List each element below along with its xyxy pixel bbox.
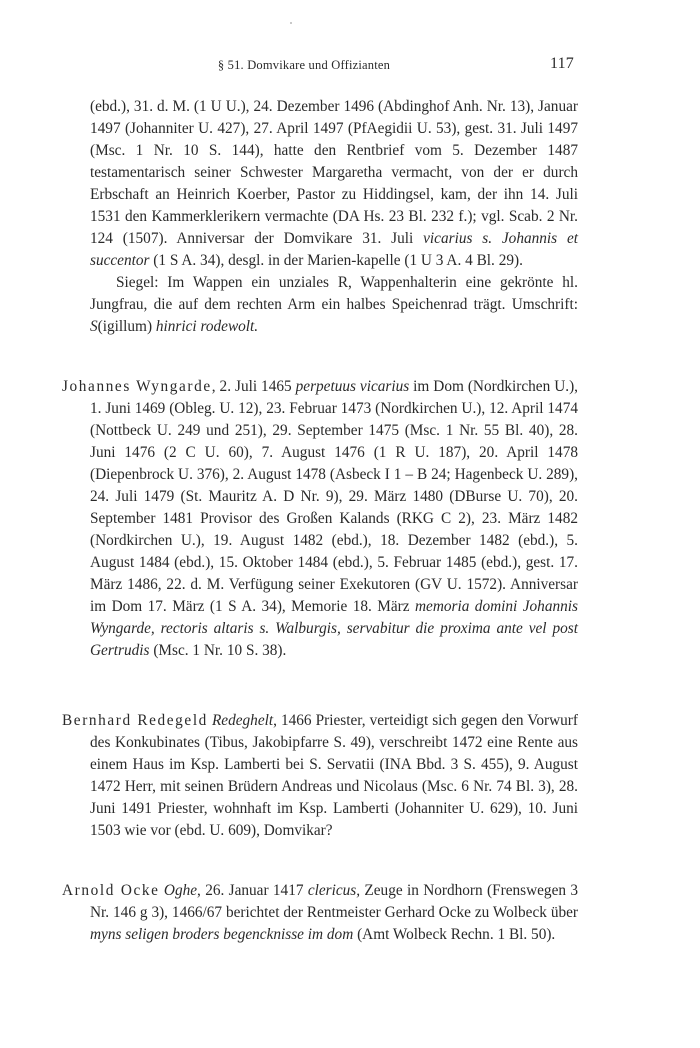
scan-speck [290,22,292,24]
entry-name: Arnold Ocke [62,882,160,899]
entry-continuation [62,96,578,338]
entry-bernhard-redegeld: Bernhard Redegeld Redeghelt, 1466 Priester, verteidigt sich gegen den Vorwurf des Konkubinates (Tibus, Jakobipfarre S. 49), verschreibt 1472 eine Rente aus einem Haus im Ksp. Lamberti bei S. Servatii (INA Bbd. 3 S. 455), 9. August 1472 Herr, mit seinen Brüdern Andreas und Nicolaus (Msc. 6 Nr. 74 Bl. 3), 28. Juni 1491 Priester, wohnhaft im Ksp. Lamberti (Johanniter U. 629), 10. Juni 1503 wie vor (ebd. U. 609), Domvikar? [62,712,578,839]
entry-name: Bernhard Redegeld [62,712,208,729]
seal-description: Siegel: Im Wappen ein unziales R, Wappenhalterin eine gekrönte hl. Jungfrau, die auf dem rechten Arm ein halbes Speichenrad trägt. Umschrift: S(igillum) hinrici rodewolt. [90,274,578,335]
entry-arnold-ocke: Arnold Ocke Oghe, 26. Januar 1417 clericus, Zeuge in Nordhorn (Frenswegen 3 Nr. 146 g 3), 1466/67 berichtet der Rentmeister Gerhard Ocke zu Wolbeck über myns seligen broders begencknisse im dom (Amt Wolbeck Rechn. 1 Bl. 50). [62,882,578,943]
entry-johannes-wyngarde: Johannes Wyngarde, 2. Juli 1465 perpetuus vicarius im Dom (Nordkirchen U.), 1. Juni 1469 (Obleg. U. 12), 23. Februar 1473 (Nordkirchen U.), 12. April 1474 (Nottbeck U. 249 und 251), 29. September 1475 (Msc. 1 Nr. 55 Bl. 40), 28. Juni 1476 (2 C U. 60), 7. August 1476 (1 R U. 187), 20. April 1478 (Diepenbrock U. 376), 2. August 1478 (Asbeck I 1 – B 24; Hagenbeck U. 289), 24. Juli 1479 (St. Mauritz A. D Nr. 9), 29. März 1480 (DBurse U. 70), 20. September 1481 Provisor des Großen Kalands (RKG C 2), 23. März 1482 (Nordkirchen U.), 19. August 1482 (ebd.), 18. Dezember 1482 (ebd.), 5. August 1484 (ebd.), 15. Oktober 1484 (ebd.), 5. Februar 1485 (ebd.), gest. 17. März 1486, 22. d. M. Verfügung seiner Exekutoren (GV U. 1572). Anniversar im Dom 17. März (1 S A. 34), Memorie 18. März memoria domini Johannis Wyngarde, rectoris altaris s. Walburgis, servabitur die proxima ante vel post Gertrudis (Msc. 1 Nr. 10 S. 38). [62,378,578,659]
running-title: § 51. Domvikare und Offizianten [217,58,391,72]
entry-name: Johannes Wyngarde [62,378,212,395]
entry-continuation-text: (ebd.), 31. d. M. (1 U U.), 24. Dezember 1496 (Abdinghof Anh. Nr. 13), Januar 1497 (Johanniter U. 427), 27. April 1497 (PfAegidii U. 53), gest. 31. Juli 1497 (Msc. 1 Nr. 10 S. 144), hatte den Rentbrief vom 5. Dezember 1487 testamentarisch seiner Schwester Margaretha vermacht, von der er durch Erbschaft an Heinrich Koerber, Pastor zu Hiddingsel, kam, der ihn 14. Juli 1531 den Kammerklerikern vermachte (DA Hs. 23 Bl. 232 f.); vgl. Scab. 2 Nr. 124 (1507). Anniversar der Domvikare 31. Juli vicarius s. Johannis et succentor (1 S A. 34), desgl. in der Marien-kapelle (1 U 3 A. 4 Bl. 29). [90,98,578,269]
page-number: 117 [549,55,574,72]
